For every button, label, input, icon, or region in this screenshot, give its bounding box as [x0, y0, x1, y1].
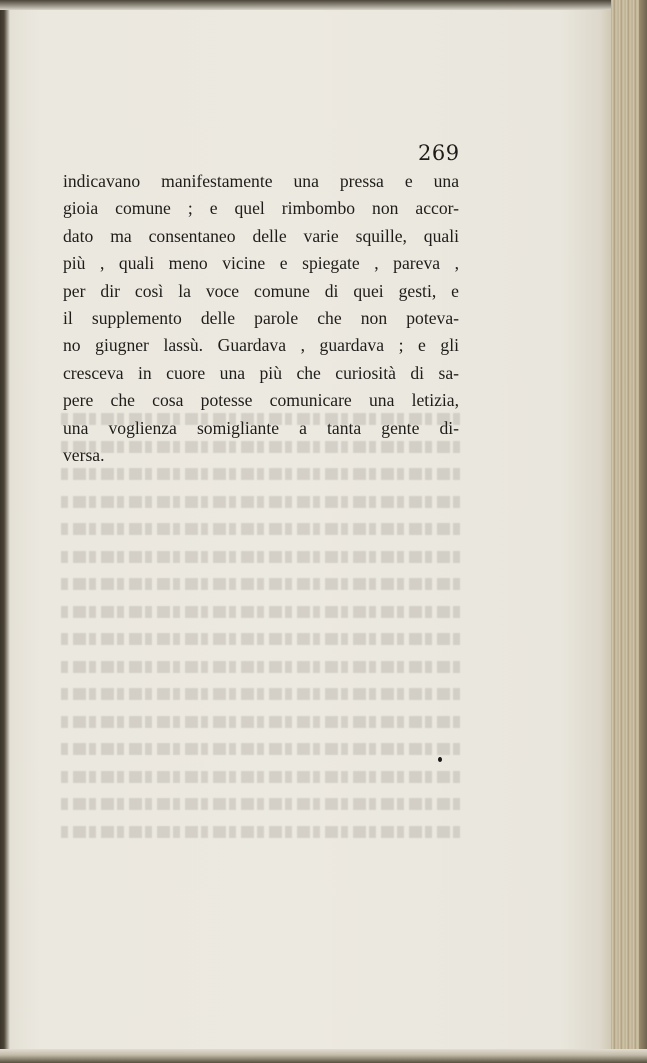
- show-through-text: [60, 405, 460, 845]
- text-line: indicavano manifestamente una pressa e una: [63, 171, 459, 191]
- body-text: [63, 168, 459, 469]
- page-bottom-edge: [0, 1049, 647, 1063]
- text-line: più , quali meno vicine e spiegate , pareva ,: [63, 253, 459, 274]
- text-line: no giugner lassù. Guardava , guardava ; e gli: [63, 335, 459, 356]
- page-top-edge: [0, 0, 647, 10]
- text-line: pere che cosa potesse comunicare una letizia,: [63, 390, 459, 411]
- page-fore-edge: [611, 0, 647, 1063]
- text-line: una voglienza somigliante a tanta gente di-: [63, 417, 459, 438]
- page-number: 269: [418, 141, 460, 165]
- text-line: versa.: [63, 444, 105, 465]
- text-line: cresceva in cuore una più che curiosità di sa-: [63, 362, 459, 383]
- text-line: gioia comune ; e quel rimbombo non accor-: [63, 198, 459, 219]
- text-line: dato ma consentaneo delle varie squille, quali: [63, 225, 459, 246]
- text-line: per dir così la voce comune di quei gesti, e: [63, 280, 459, 301]
- ink-speck: [438, 757, 442, 762]
- text-line: il supplemento delle parole che non poteva-: [63, 307, 459, 328]
